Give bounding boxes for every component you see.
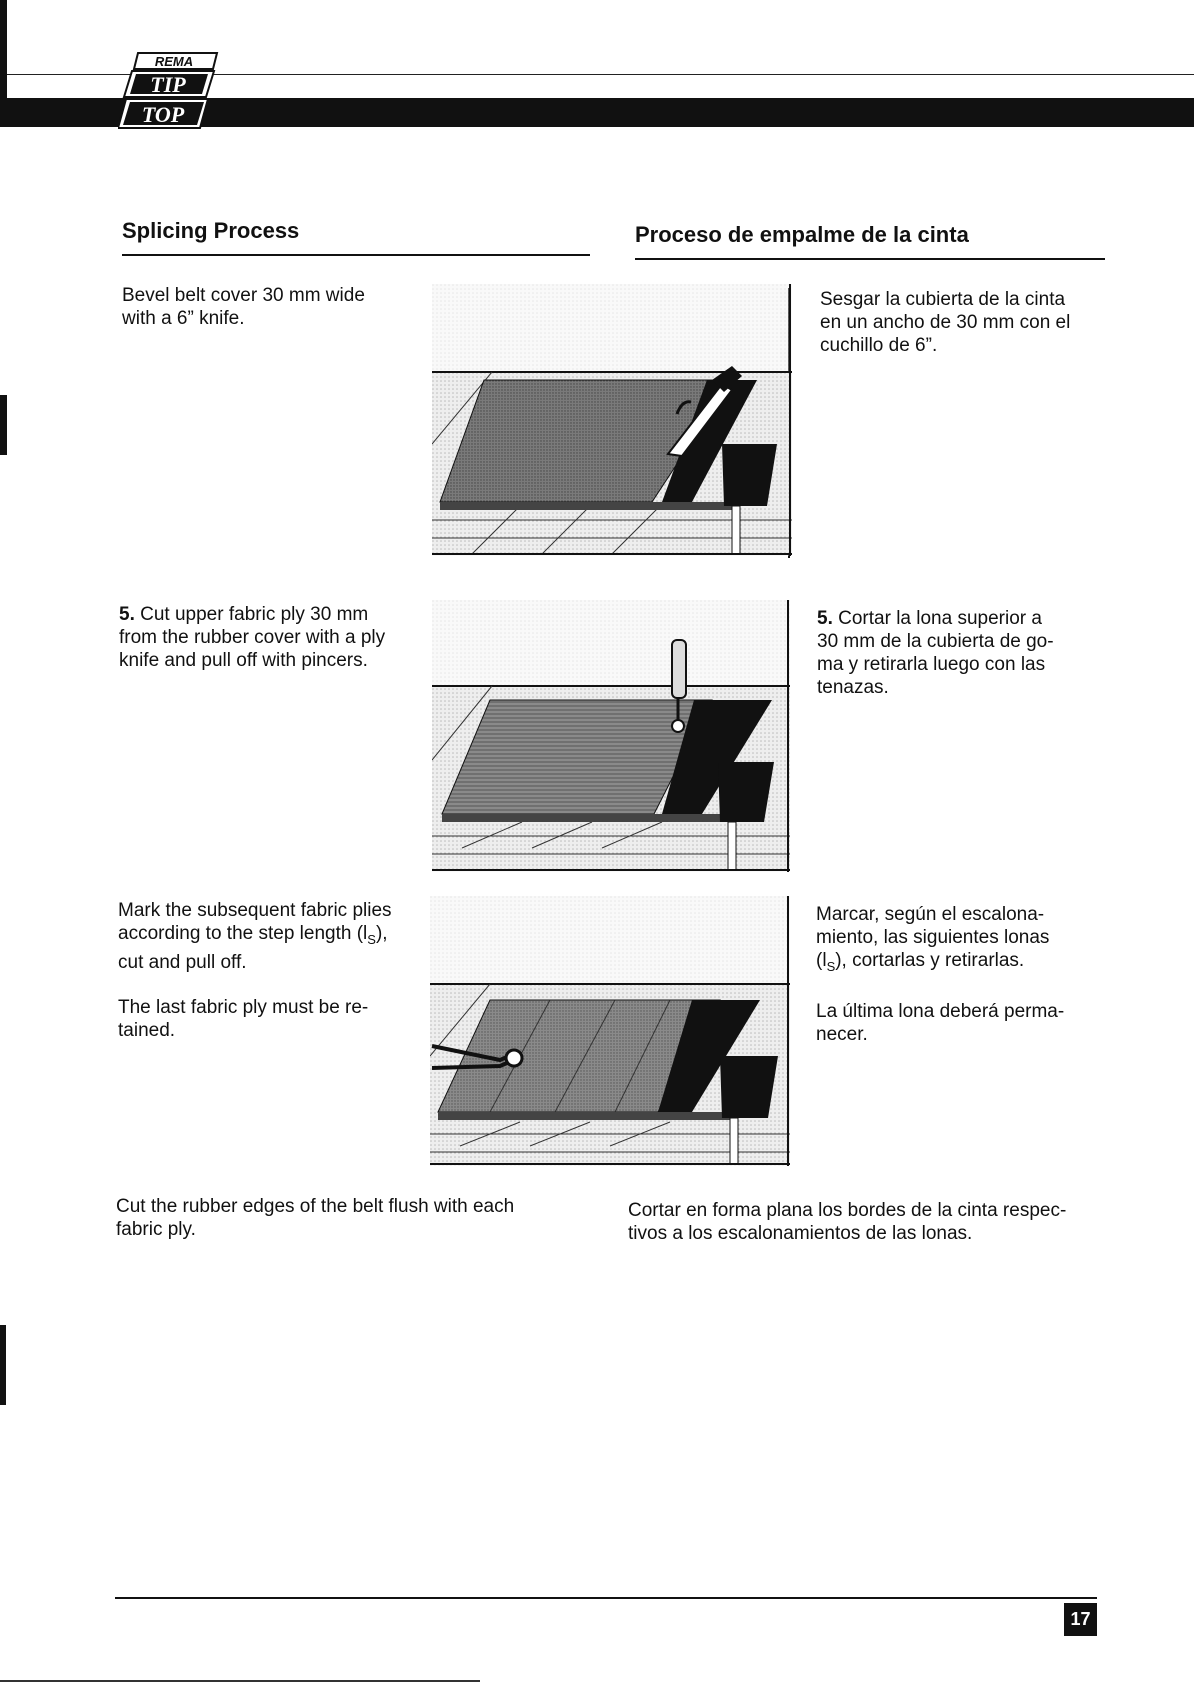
- step3-es-line3-end: ), cortarlas y retirarlas.: [835, 950, 1025, 971]
- step2-es-line3: ma y retirarla luego con las: [817, 654, 1046, 675]
- figure-pincers-step-plies: [430, 896, 790, 1166]
- bottom-edge-line: [0, 1680, 480, 1682]
- step3-es2-line1: La última lona deberá perma-: [816, 1000, 1065, 1022]
- left-edge-bar-2: [0, 395, 7, 455]
- step3-en2-line1: The last fabric ply must be re-: [118, 996, 369, 1018]
- step3-es-line2: miento, las siguientes lonas: [816, 927, 1050, 948]
- heading-spanish: Proceso de empalme de la cinta: [635, 222, 969, 247]
- step2-es-line2: 30 mm de la cubierta de go-: [817, 631, 1054, 652]
- bottom-es-line2: tivos a los escalonamientos de las lonas.: [628, 1223, 973, 1244]
- heading-english-rule: [122, 254, 590, 256]
- step2-en-line3: knife and pull off with pincers.: [119, 650, 368, 671]
- left-edge-bar: [0, 0, 7, 120]
- step2-en-line2: from the rubber cover with a ply: [119, 627, 386, 648]
- step3-english-text: [118, 899, 428, 1042]
- step3-es-line3-text: (l: [816, 950, 827, 971]
- step1-es-line3: cuchillo de 6”.: [820, 335, 938, 356]
- step3-es-line1: Marcar, según el escalona-: [816, 904, 1045, 925]
- step1-en-line1: Bevel belt cover 30 mm wide: [122, 285, 365, 306]
- logo-rema-text: REMA: [154, 54, 194, 69]
- step3-en-line2: [118, 922, 428, 951]
- step3-en-line1: Mark the subsequent fabric plies: [118, 900, 392, 921]
- bottom-en-line2: fabric ply.: [116, 1219, 196, 1240]
- step2-es-line1-text: Cortar la lona superior a: [832, 608, 1042, 629]
- bottom-spanish-text: [628, 1199, 1128, 1245]
- step1-spanish-text: [820, 288, 1110, 357]
- logo-tip-text: TIP: [150, 72, 186, 97]
- figure-bevel-knife: [432, 284, 792, 556]
- figure-ply-knife: [432, 600, 790, 872]
- step3-es2-line2: necer.: [816, 1023, 868, 1045]
- step2-es-number: 5.: [817, 608, 833, 629]
- heading-english: Splicing Process: [122, 218, 300, 243]
- step2-es-line4: tenazas.: [817, 677, 889, 698]
- bottom-es-line1: Cortar en forma plana los bordes de la cinta respec-: [628, 1200, 1067, 1221]
- step3-en2-line2: tained.: [118, 1019, 176, 1041]
- step3-spanish-text: [816, 903, 1106, 1046]
- step2-en-line1: [119, 603, 419, 626]
- step2-en-line1-text: Cut upper fabric ply 30 mm: [134, 604, 369, 625]
- step2-en-number: 5.: [119, 604, 135, 625]
- step3-es-line3: [816, 949, 1106, 978]
- bottom-en-line1: Cut the rubber edges of the belt flush with each: [116, 1196, 515, 1217]
- step2-es-line1: [817, 607, 1107, 630]
- rema-tip-top-logo: [118, 52, 228, 130]
- step3-es-subscript: S: [826, 958, 836, 974]
- step1-es-line1: Sesgar la cubierta de la cinta: [820, 289, 1066, 310]
- step2-english-text: [119, 603, 419, 672]
- step1-english-text: [122, 284, 412, 330]
- logo-top-text: TOP: [141, 102, 185, 127]
- step1-en-line2: with a 6” knife.: [122, 308, 245, 329]
- bottom-english-text: [116, 1195, 586, 1241]
- step3-en-line2-text: according to the step length (l: [118, 923, 368, 944]
- step2-spanish-text: [817, 607, 1107, 699]
- step3-en-subscript: S: [367, 931, 376, 947]
- footer-rule: [115, 1597, 1097, 1599]
- step1-es-line2: en un ancho de 30 mm con el: [820, 312, 1071, 333]
- left-edge-bar-3: [0, 1325, 6, 1405]
- page-number: 17: [1064, 1603, 1097, 1636]
- heading-spanish-rule: [635, 258, 1105, 260]
- step3-en-line3: cut and pull off.: [118, 951, 247, 973]
- step3-en-line2-end: ),: [375, 923, 388, 944]
